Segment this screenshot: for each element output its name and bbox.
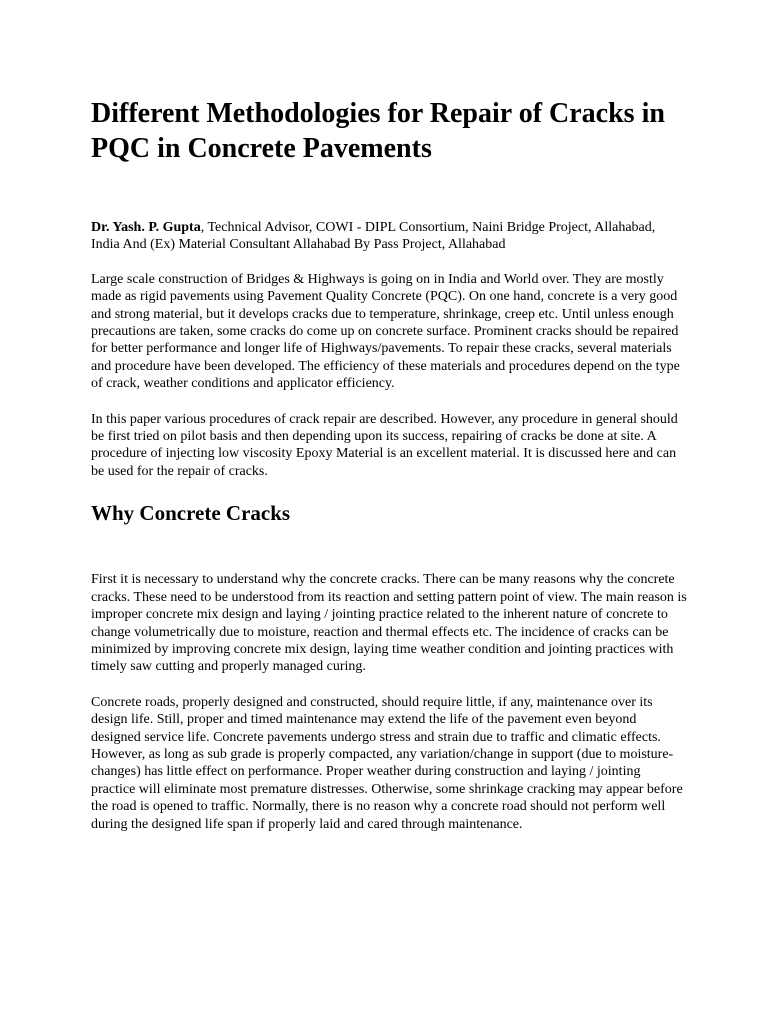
section-paragraph: Concrete roads, properly designed and constructed, should require little, if any, maintenance over its design life. Still, proper and timed maintenance may extend the life of the pavement even beyond designed service life. Concrete pavements undergo stress and strain due to traffic and climatic effects. However, as long as sub grade is properly compacted, any variation/change in support (due to moisture-changes) has little effect on performance. Proper weather during construction and laying / jointing practice will eliminate most premature distresses. Otherwise, some shrinkage cracking may appear before the road is opened to traffic. Normally, there is no reason why a concrete road should not perform well during the designed life span if properly laid and cared through maintenance. <box>91 694 683 832</box>
intro-paragraph: Large scale construction of Bridges & Highways is going on in India and World over. They are mostly made as rigid pavements using Pavement Quality Concrete (PQC). On one hand, concrete is a very good and strong material, but it develops cracks due to temperature, shrinkage, creep etc. Until unless enough precautions are taken, some cracks do come up on concrete surface. Prominent cracks should be repaired for better performance and longer life of Highways/pavements. To repair these cracks, several materials and procedure have been developed. The efficiency of these materials and procedures depend on the type of crack, weather conditions and applicator efficiency. <box>91 271 680 392</box>
author-byline <box>91 219 687 254</box>
section-paragraph: First it is necessary to understand why the concrete cracks. There can be many reasons why the concrete cracks. These need to be understood from its reaction and setting pattern point of view. The main reason is improper concrete mix design and laying / jointing practice related to the inherent nature of concrete to change volumetrically due to moisture, reaction and thermal effects etc. The incidence of cracks can be minimized by improving concrete mix design, laying time weather condition and jointing practices with timely saw cutting and properly managed curing. <box>91 572 687 675</box>
section-heading: Why Concrete Cracks <box>91 501 291 526</box>
document-title: Different Methodologies for Repair of Cracks in PQC in Concrete Pavements <box>91 98 665 164</box>
author-affiliation: , Technical Advisor, COWI - DIPL Consortium, Naini Bridge Project, Allahabad, India And (Ex) Material Consultant Allahabad By Pass Project, Allahabad <box>91 220 656 253</box>
intro-paragraph: In this paper various procedures of crack repair are described. However, any procedure in general should be first tried on pilot basis and then depending upon its success, repairing of cracks be done at site. A procedure of injecting low viscosity Epoxy Material is an excellent material. It is discussed here and can be used for the repair of cracks. <box>91 411 678 479</box>
document-page <box>91 96 687 833</box>
author-name: Dr. Yash. P. Gupta <box>91 220 201 235</box>
